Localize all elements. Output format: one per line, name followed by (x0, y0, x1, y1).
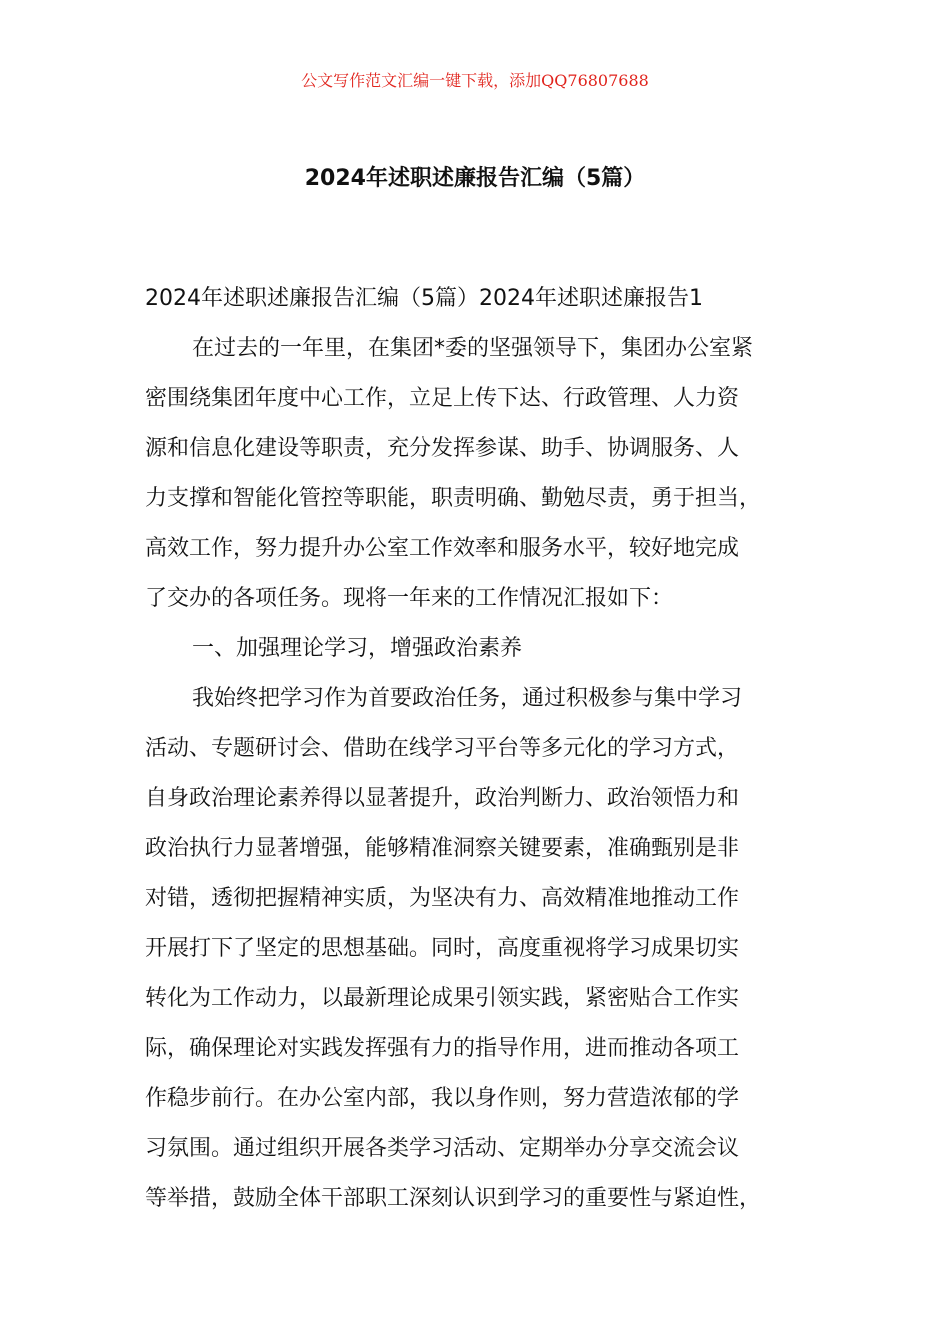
body-line: 转化为工作动力，以最新理论成果引领实践，紧密贴合工作实 (145, 986, 740, 1011)
body-line: 作稳步前行。在办公室内部，我以身作则，努力营造浓郁的学 (145, 1086, 740, 1111)
body-line: 开展打下了坚定的思想基础。同时，高度重视将学习成果切实 (145, 936, 740, 961)
document-title: 2024年述职述廉报告汇编（5篇） (304, 166, 646, 191)
body-line: 自身政治理论素养得以显著提升，政治判断力、政治领悟力和 (145, 786, 740, 811)
body-line: 在过去的一年里，在集团*委的坚强领导下，集团办公室紧 (192, 336, 754, 361)
section-heading: 一、加强理论学习，增强政治素养 (192, 636, 523, 661)
body-line: 了交办的各项任务。现将一年来的工作情况汇报如下： (145, 586, 674, 611)
body-line: 等举措，鼓励全体干部职工深刻认识到学习的重要性与紧迫性， (145, 1186, 762, 1211)
body-line: 对错，透彻把握精神实质，为坚决有力、高效精准地推动工作 (145, 886, 740, 911)
document-body (145, 274, 835, 1224)
body-line: 源和信息化建设等职责，充分发挥参谋、助手、协调服务、人 (145, 436, 740, 461)
body-line: 高效工作，努力提升办公室工作效率和服务水平，较好地完成 (145, 536, 740, 561)
body-line: 密围绕集团年度中心工作，立足上传下达、行政管理、人力资 (145, 386, 740, 411)
body-line: 政治执行力显著增强，能够精准洞察关键要素，准确甄别是非 (145, 836, 740, 861)
body-line: 力支撑和智能化管控等职能，职责明确、勤勉尽责，勇于担当， (145, 486, 762, 511)
body-line: 活动、专题研讨会、借助在线学习平台等多元化的学习方式， (145, 736, 740, 761)
body-line: 习氛围。通过组织开展各类学习活动、定期举办分享交流会议 (145, 1136, 740, 1161)
body-line: 我始终把学习作为首要政治任务，通过积极参与集中学习 (192, 686, 743, 711)
promo-header-text: 公文写作范文汇编一键下载，添加QQ76807688 (301, 71, 649, 90)
body-line-subtitle: 2024年述职述廉报告汇编（5篇）2024年述职述廉报告1 (145, 286, 703, 311)
body-line: 际，确保理论对实践发挥强有力的指导作用，进而推动各项工 (145, 1036, 740, 1061)
